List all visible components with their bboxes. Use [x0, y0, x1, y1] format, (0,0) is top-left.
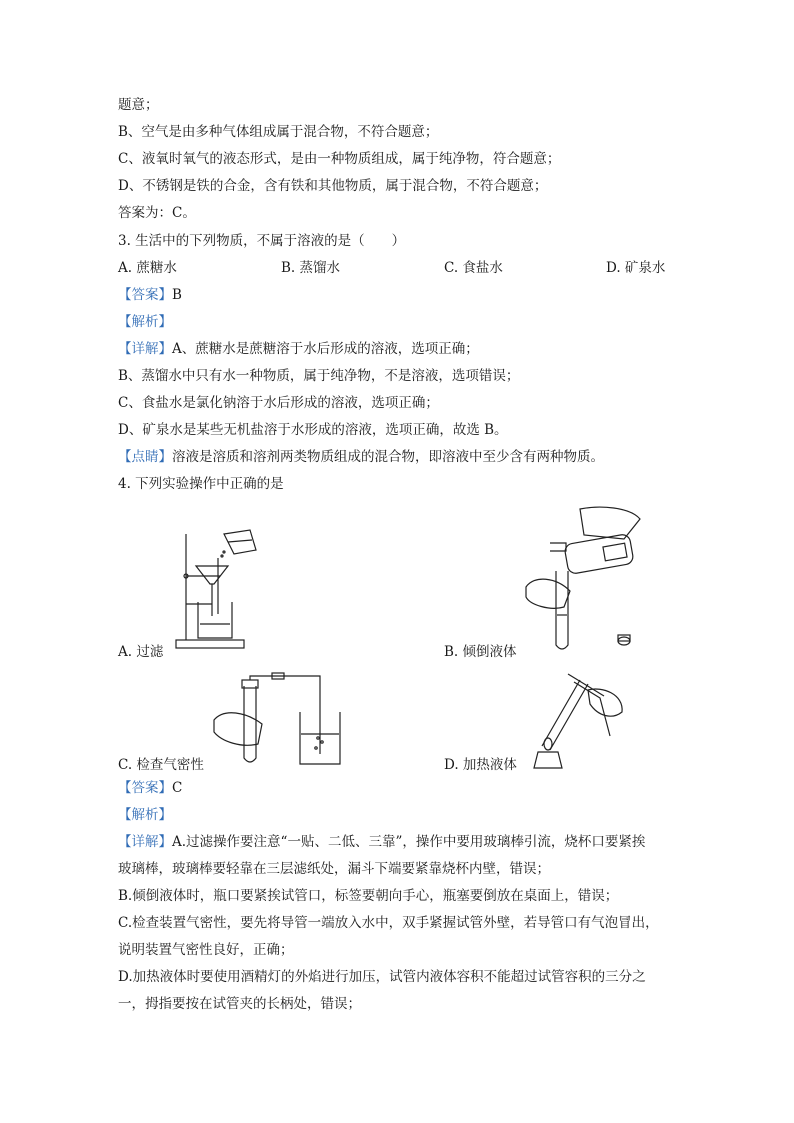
q4-option-d: D. 加热液体: [444, 757, 517, 773]
q3-option-a: A. 蔗糖水: [118, 260, 177, 276]
answer-value: B: [172, 287, 182, 303]
analysis-tag: 【解析】: [118, 807, 172, 823]
q4-option-c: C. 检查气密性: [118, 757, 204, 773]
answer-tag: 【答案】: [118, 287, 172, 303]
q4-option-b: B. 倾倒液体: [444, 644, 517, 660]
answer-value: C: [172, 780, 183, 796]
q4-detail-a-1: [118, 833, 645, 851]
q4-detail-b: B.倾倒液体时，瓶口要紧挨试管口，标签要朝向手心，瓶塞要倒放在桌面上，错误；: [118, 888, 619, 904]
q4-detail-c-1: C.检查装置气密性，要先将导管一端放入水中，双手紧握试管外壁，若导管口有气泡冒出，: [118, 915, 659, 931]
q3-analysis: [118, 313, 172, 331]
q3-option-c: C. 食盐水: [444, 260, 503, 276]
question-4-stem: 4. 下列实验操作中正确的是: [118, 476, 284, 492]
detail-tag: 【详解】: [118, 834, 172, 850]
q4-analysis: [118, 806, 172, 824]
q4-detail-d-1: D.加热液体时要使用酒精灯的外焰进行加压，试管内液体容积不能超过试管容积的三分之: [118, 969, 646, 985]
text-line: D、不锈钢是铁的合金，含有铁和其他物质，属于混合物，不符合题意；: [118, 178, 548, 194]
q4-answer: [118, 779, 182, 797]
q4-option-a: A. 过滤: [118, 644, 164, 660]
q4-detail-c-2: 说明装置气密性良好，正确；: [118, 942, 294, 958]
question-3-stem: 3. 生活中的下列物质，不属于溶液的是（ ）: [118, 233, 406, 249]
q3-tip: [118, 448, 604, 466]
q3-detail-3: C、食盐水是氯化钠溶于水后形成的溶液，选项正确；: [118, 395, 439, 411]
text-line: B、空气是由多种气体组成属于混合物，不符合题意；: [118, 124, 439, 140]
q3-answer: [118, 286, 182, 304]
answer-tag: 【答案】: [118, 780, 172, 796]
filtration-figure: [172, 528, 272, 656]
detail-text: A、蔗糖水是蔗糖溶于水后形成的溶液，选项正确；: [172, 341, 479, 357]
q3-detail-4: D、矿泉水是某些无机盐溶于水形成的溶液，选项正确，故选 B。: [118, 422, 508, 438]
pouring-liquid-figure: [520, 505, 650, 655]
text-line: C、液氧时氧气的液态形式，是由一种物质组成，属于纯净物，符合题意；: [118, 151, 561, 167]
detail-text: A.过滤操作要注意“一贴、二低、三靠”，操作中要用玻璃棒引流，烧杯口要紧挨: [172, 834, 646, 850]
q3-option-b: B. 蒸馏水: [281, 260, 341, 276]
q3-detail-2: B、蒸馏水中只有水一种物质，属于纯净物，不是溶液，选项错误；: [118, 368, 520, 384]
q3-detail-1: [118, 340, 479, 358]
heating-liquid-figure: [528, 672, 638, 772]
analysis-tag: 【解析】: [118, 314, 172, 330]
q4-detail-d-2: 一，拇指要按在试管夹的长柄处，错误；: [118, 996, 361, 1012]
text-line: 答案为：C。: [118, 205, 196, 221]
q4-detail-a-2: 玻璃棒，玻璃棒要轻靠在三层滤纸处，漏斗下端要紧靠烧杯内壁，错误；: [118, 861, 550, 877]
airtightness-check-figure: [212, 672, 362, 772]
tip-text: 溶液是溶质和溶剂两类物质组成的混合物，即溶液中至少含有两种物质。: [172, 449, 604, 465]
text-line: 题意；: [118, 97, 159, 113]
detail-tag: 【详解】: [118, 341, 172, 357]
tip-tag: 【点睛】: [118, 449, 172, 465]
q3-option-d: D. 矿泉水: [606, 260, 666, 276]
